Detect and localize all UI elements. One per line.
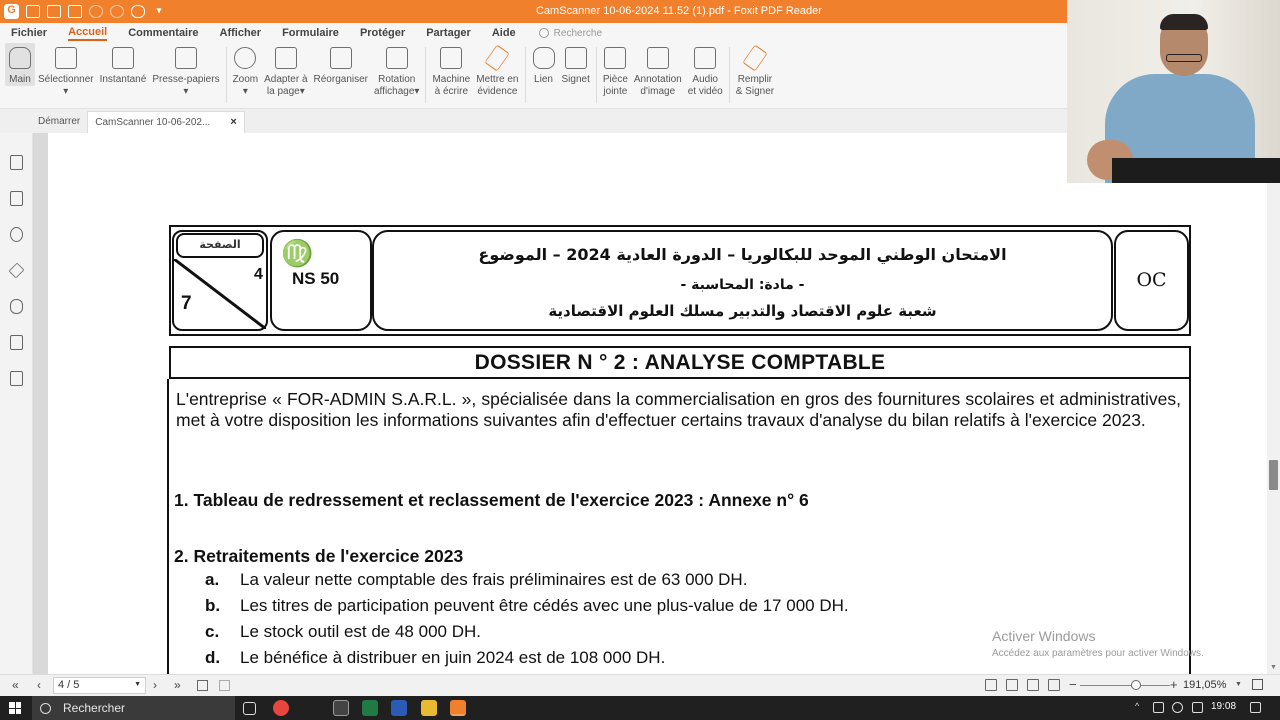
page-dropdown-icon[interactable]: ▼ (134, 681, 141, 688)
first-page-icon[interactable]: « (12, 678, 19, 692)
ribbon-separator (226, 47, 227, 103)
next-page-icon[interactable]: › (153, 678, 157, 692)
tell-me-search[interactable] (539, 28, 602, 39)
frame-left-rule (167, 379, 169, 674)
menu-bar (0, 23, 1067, 43)
exam-track: شعبة علوم الاقتصاد والتدبير مسلك العلوم الاقتصادية (548, 302, 937, 320)
save-icon[interactable] (47, 5, 61, 18)
bookmark-button[interactable] (559, 43, 593, 86)
sub-item-c: c. Le stock outil est de 48 000 DH. (205, 622, 481, 641)
reorganize-icon (330, 47, 352, 69)
ribbon-separator (596, 47, 597, 103)
zoom-icon (234, 47, 256, 69)
clipboard-button[interactable] (149, 43, 222, 98)
select-text-icon (55, 47, 77, 69)
snapshot-icon (112, 47, 134, 69)
audio-video-icon (694, 47, 716, 69)
excel-icon[interactable] (362, 700, 378, 716)
select-text-button[interactable] (35, 43, 97, 98)
page-number: 4 (254, 266, 263, 283)
menu-fichier[interactable]: Fichier (11, 27, 48, 39)
zoom-dropdown-icon[interactable]: ▼ (1235, 681, 1242, 688)
zoom-button[interactable] (230, 43, 262, 98)
notifications-icon[interactable] (1250, 702, 1261, 713)
lightbulb-icon (539, 28, 549, 38)
zoom-label: Zoom ▾ (232, 74, 259, 97)
attachment-button[interactable] (600, 43, 631, 98)
next-view-icon[interactable] (219, 680, 230, 691)
print-icon[interactable] (68, 5, 82, 18)
vertical-scrollbar[interactable] (1267, 133, 1280, 674)
bookmark-icon (565, 47, 587, 69)
sub-item-d: d. Le bénéfice à distribuer en juin 2024 est de 108 000 DH. (205, 648, 666, 667)
attachment-icon (604, 47, 626, 69)
app-icon[interactable] (333, 700, 349, 716)
volume-icon[interactable] (1192, 702, 1203, 713)
typewriter-button[interactable] (429, 43, 473, 98)
desk-monitor (1112, 158, 1280, 183)
page-number-input[interactable] (53, 677, 146, 694)
fit-page-icon (275, 47, 297, 69)
exam-code: NS 50 (292, 269, 340, 288)
document-tab-bar (0, 109, 1067, 133)
layers-panel-icon[interactable] (9, 263, 25, 279)
page-total: 7 (181, 293, 192, 314)
clipboard-icon (175, 47, 197, 69)
sub-item-b: b. Les titres de participation peuvent être cédés avec une plus-value de 17 000 DH. (205, 596, 849, 615)
quick-access-toolbar (0, 4, 166, 19)
network-icon[interactable] (1153, 702, 1164, 713)
bookmark-panel-icon[interactable] (10, 155, 23, 170)
redo-icon[interactable] (110, 5, 124, 18)
fullscreen-icon[interactable] (1252, 679, 1263, 690)
question-item-1: 1. Tableau de redressement et reclassement de l'exercice 2023 : Annexe n° 6 (174, 490, 809, 510)
ribbon-separator (425, 47, 426, 103)
menu-formulaire[interactable]: Formulaire (282, 27, 339, 39)
fill-sign-label: Remplir & Signer (735, 74, 775, 97)
tab-document-label: CamScanner 10-06-202... (95, 117, 211, 128)
image-annotation-label: Annotation d'image (633, 74, 682, 97)
previous-view-icon[interactable] (197, 680, 208, 691)
hand-tool-label: Main (9, 74, 31, 85)
snapshot-label: Instantané (99, 74, 147, 85)
undo-icon[interactable] (89, 5, 103, 18)
zodiac-symbol: ♍ (281, 239, 314, 269)
document-viewport (34, 133, 1267, 674)
navigation-panel (0, 133, 33, 674)
rotate-icon (386, 47, 408, 69)
attachment-label: Pièce jointe (602, 74, 628, 97)
fit-page-label: Adapter à la page▾ (264, 74, 308, 97)
comments-panel-icon[interactable] (10, 227, 23, 242)
ministry-logo: OC (1114, 230, 1189, 331)
presenter-glasses (1166, 54, 1202, 62)
fill-sign-button[interactable] (733, 43, 777, 98)
word-icon[interactable] (391, 700, 407, 716)
taskbar-search-label: Rechercher (63, 701, 126, 715)
tell-me-label: Recherche (553, 27, 603, 39)
security-panel-icon[interactable] (10, 335, 23, 350)
typewriter-label: Machine à écrire (432, 74, 471, 97)
tab-start[interactable]: Démarrer (38, 116, 81, 127)
ribbon-toolbar (0, 43, 1067, 109)
facing-page-icon[interactable] (1027, 679, 1039, 691)
ribbon-separator (525, 47, 526, 103)
page-indicator: 4 / 5 (58, 679, 80, 691)
exam-title-line1: الامتحان الوطني الموحد للبكالوريا – الدورة العادية 2024 – الموضوع (478, 245, 1007, 264)
windows-taskbar (0, 696, 1280, 720)
fill-sign-icon (742, 45, 767, 72)
ribbon-separator (729, 47, 730, 103)
continuous-page-icon[interactable] (1006, 679, 1018, 691)
page-label-arabic: الصفحة (176, 233, 264, 258)
fit-page-button[interactable] (261, 43, 310, 98)
menu-accueil[interactable]: Accueil (68, 26, 107, 41)
reorganize-label: Réorganiser (313, 74, 368, 85)
last-page-icon[interactable]: » (174, 678, 181, 692)
select-text-label: Sélectionner ▾ (38, 74, 94, 97)
zoom-in-icon[interactable]: + (1170, 677, 1178, 692)
exam-subject: - مادة: المحاسبة - (680, 277, 805, 293)
typewriter-icon (440, 47, 462, 69)
window-title: CamScanner 10-06-2024 11.52 (1).pdf - Foxit PDF Reader (536, 5, 822, 17)
zoom-slider[interactable] (1080, 685, 1170, 686)
hand-icon (9, 47, 31, 69)
exam-code-box (270, 230, 372, 331)
menu-aide[interactable]: Aide (491, 27, 516, 39)
activate-windows-title: Activer Windows (992, 628, 1096, 644)
link-icon (533, 47, 555, 69)
audio-video-button[interactable] (685, 43, 726, 98)
status-bar (0, 674, 1280, 696)
webcam-overlay (1067, 0, 1280, 183)
pages-panel-icon[interactable] (10, 191, 23, 206)
zoom-slider-knob[interactable] (1131, 680, 1141, 690)
image-annotation-button[interactable] (631, 43, 685, 98)
menu-commentaire[interactable]: Commentaire (128, 27, 199, 39)
highlight-label: Mettre en évidence (476, 74, 519, 97)
foxit-logo-icon: G (4, 4, 19, 19)
exam-title-box (372, 230, 1113, 331)
highlight-button[interactable] (473, 43, 521, 98)
reorganize-button[interactable] (311, 43, 371, 86)
activate-windows-watermark (992, 628, 1204, 659)
zoom-out-icon[interactable]: − (1069, 677, 1077, 692)
sub-item-a: a. La valeur nette comptable des frais préliminaires est de 63 000 DH. (205, 570, 748, 589)
language-icon[interactable] (1172, 702, 1183, 713)
page-layout-group (985, 679, 1060, 691)
task-view-icon[interactable] (243, 702, 256, 715)
rotate-label: Rotation affichage▾ (374, 74, 420, 97)
single-page-icon[interactable] (985, 679, 997, 691)
menu-partager[interactable]: Partager (426, 27, 471, 39)
hand-tool-button[interactable] (5, 43, 35, 86)
highlighter-icon (485, 45, 510, 72)
snapshot-button[interactable] (97, 43, 150, 86)
attachments-panel-icon[interactable] (10, 299, 23, 314)
menu-afficher[interactable]: Afficher (219, 27, 262, 39)
question-item-2: 2. Retraitements de l'exercice 2023 (174, 546, 464, 566)
link-label: Lien (534, 74, 553, 85)
clipboard-label: Presse-papiers ▾ (152, 74, 220, 97)
link-button[interactable] (529, 43, 559, 86)
signature-panel-icon[interactable] (10, 371, 23, 386)
clock[interactable]: 19:08 (1211, 701, 1237, 712)
page-number-box (172, 230, 268, 331)
presenter-hair (1160, 14, 1208, 30)
intro-paragraph: L'entreprise « FOR-ADMIN S.A.R.L. », spécialisée dans la commercialisation en gros des fournitures scolaires et administratives, met à votre disposition les informations suivantes afin d'effectuer certains travaux d'analyse du bilan relatifs à l'exercice 2023. (176, 389, 1181, 430)
chrome-icon[interactable] (273, 700, 289, 716)
pdf-page (48, 133, 1267, 674)
zoom-level[interactable]: 191,05% (1183, 679, 1227, 691)
foxit-taskbar-icon[interactable] (450, 700, 466, 716)
close-tab-icon[interactable]: × (230, 116, 237, 128)
open-file-icon[interactable] (26, 5, 40, 18)
menu-proteger[interactable]: Protéger (359, 27, 406, 39)
dossier-heading: DOSSIER N ° 2 : ANALYSE COMPTABLE (169, 346, 1191, 379)
title-bar (0, 0, 1067, 23)
taskbar-search-icon (40, 703, 51, 714)
show-hidden-icons[interactable]: ^ (1135, 701, 1140, 711)
customize-dropdown-icon[interactable]: ▾ (156, 5, 162, 15)
audio-video-label: Audio et vidéo (687, 74, 723, 97)
continuous-facing-icon[interactable] (1048, 679, 1060, 691)
rotate-view-button[interactable] (371, 43, 422, 98)
windows-start-icon[interactable] (9, 702, 21, 714)
hand-tool-icon[interactable] (131, 5, 145, 18)
previous-page-icon[interactable]: ‹ (37, 678, 41, 692)
image-annotation-icon (647, 47, 669, 69)
tab-document[interactable] (87, 111, 245, 133)
bookmark-label: Signet (561, 74, 590, 85)
file-explorer-icon[interactable] (421, 700, 437, 716)
taskbar-search[interactable] (32, 696, 235, 720)
scroll-down-icon[interactable]: ▼ (1270, 664, 1277, 671)
scrollbar-thumb[interactable] (1269, 460, 1278, 490)
activate-windows-hint: Accédez aux paramètres pour activer Windows. (992, 648, 1204, 659)
